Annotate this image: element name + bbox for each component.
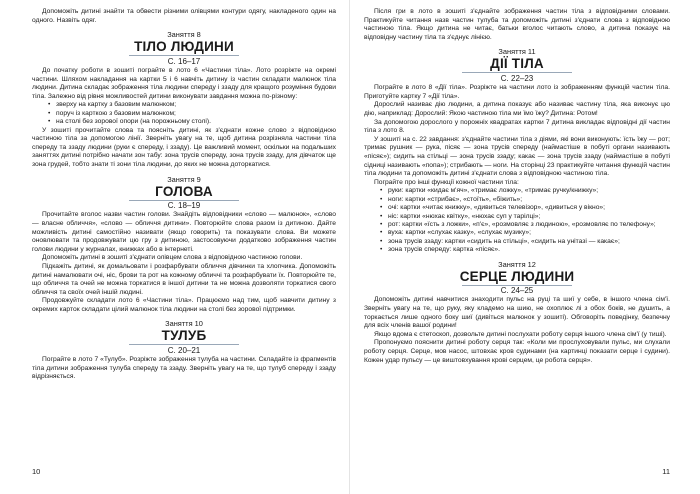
lesson-number: Заняття 9 [167,174,201,184]
lesson-pages: С. 24–25 [500,286,534,296]
lesson-10-heading [32,319,336,356]
lesson-number: Заняття 11 [498,47,536,57]
lesson-8-heading [32,30,336,67]
lesson-number: Заняття 10 [165,319,203,329]
lesson-number: Заняття 8 [167,30,201,40]
intro-paragraph: Після гри в лото в зошиті з'єднайте зображення частин тіла з відповідними словами. Практикуйте читання назв частин тулуба та допоможіть дитині з'єднати слова з відповідною частиною тіла. Якщо дитина не читає, батьки вголос читають слово, а дитина показує на відповідну частину тіла та з'єднує лінією. [364,8,670,41]
title-rule [129,200,239,201]
list-item: • вуха: картки «слухає казку», «слухає музику»; [388,229,670,237]
list-item: • руки: картки «кидає м'яч», «тримає ложку», «тримає ручку/книжку»; [388,187,670,195]
list-item: • поруч із карткою з базовим малюнком; [56,110,336,118]
intro-paragraph: Допоможіть дитині знайти та обвести різними олівцями контури одягу, накладеного один на одного. Назвіть одяг. [32,8,336,24]
lesson-12-paragraph-3: Пропонуємо пояснити дитині роботу серця так: «Коли ми прослуховували пульс, ми слухали роботу серця. Серце, мов насос, штовхає кров судинами (на картинці показати серце і судини). Кожен удар пульсу — це виштовхування крові серцем, це робота серця». [364,339,670,364]
lesson-9-paragraph-1: Прочитайте вголос назви частин голови. Знайдіть відповідники «слово — малюнок», «слово — власне обличчя», «слово — обличчя дитини». Повторюйте слова разом із дитиною. Дайте можливість дитині самостійно називати (якщо говорить) та показувати слова. Ви можете оновлювати та продовжувати цю гру з дитиною, застосовуючи додатково зображення частин голови людини у журналах, книжках або в інтернеті. [32,211,336,253]
page-number: 10 [32,467,41,476]
lesson-title: ГОЛОВА [155,183,213,199]
lesson-9-paragraph-2: Допоможіть дитині в зошиті з'єднати олівцем слова з відповідною частиною голови. [42,254,303,262]
title-rule [129,55,239,56]
lesson-11-paragraph-5: Пограйте про інші функції кожної частини тіла: [374,178,519,186]
list-item: • зверху на картку з базовим малюнком; [56,101,336,109]
title-rule [129,344,239,345]
lesson-9-heading [32,175,336,212]
title-rule [462,285,572,286]
lesson-11-heading [364,47,670,84]
lesson-pages: С. 18–19 [167,201,201,211]
list-item: • на столі без зорової опори (на порожньому столі). [56,118,336,126]
lesson-9-paragraph-4: Продовжуйте складати лото 6 «Частини тіла». Працюємо над тим, щоб навчити дитину з окремих карток складати цілий малюнок тіла людини на столі без зорової підтримки. [32,297,336,313]
list-item: • зона трусів ззаду: картки «сидить на стільці», «сидить на унітазі — какає»; [388,238,670,246]
lesson-11-paragraph-1: Пограйте в лото 8 «Дії тіла». Розріжте на частини лото із зображенням функцій частин тіла. Приготуйте картку 7 «Дії тіла». [364,84,670,100]
page-number: 11 [662,467,670,476]
lesson-title: СЕРЦЕ ЛЮДИНИ [459,268,575,284]
lesson-number: Заняття 12 [498,259,536,269]
list-item: • ніс: картки «нюхає квітку», «нюхає суп у тарілці»; [388,213,670,221]
lesson-9-paragraph-3: Підкажіть дитині, як домальовати і розфарбувати обличчя дівчинки та хлопчика. Допоможіть дитині намалювати очі, ніс, брови та рот на кожному обличчі та розфарбувати їх. Повторюйте те, що обличчя та очей не можна торкатися в іншої дитини та не можна дозволяти торкатися свого обличчя та своїх очей іншій людині. [32,262,336,296]
lesson-title: ТІЛО ЛЮДИНИ [134,39,234,55]
lesson-11-paragraph-2: Дорослий називає дію людини, а дитина показує або називає частину тіла, яка виконує цю дію, наприклад: Дорослий: Якою частиною тіла ми їмо їжу? Дитина: Ротом! [364,101,670,117]
list-item: • зона трусів спереду: картка «пісяє». [388,246,670,254]
lesson-12-paragraph-2: Якщо вдома є стетоскоп, дозвольте дитині послухати роботу серця іншого члена сім'ї (у тиші). [374,330,667,338]
lesson-8-paragraph-1: До початку роботи в зошиті пограйте в лото 6 «Частини тіла». Лото розріжте на окремі частини. Шляхом накладання на картки 5 і 6 навчіть дитину із частин складати малюнок тіла людини. Дитина складає зображення тіла людини спереду і ззаду для кращого розуміння будови тіла. Залежно від рівня можливостей дитини виконувати завдання можна по-різному: [32,66,336,100]
lesson-title: ТУЛУБ [161,328,207,344]
lesson-8-paragraph-2: У зошиті прочитайте слова та поясніть дитині, як з'єднати кожне слово з відповідною частиною тіла за допомогою лінії. Зверніть увагу на те, щоб дитина розрізняла частини тіла спереду та ззаду людини (руки є спереду, і ззаду). Це важливий момент, оскільки на подальших заняттях дитині потрібно начати зон табу: зона трусів спереду, зона трусів ззаду, для дівчаток ще зона грудей, тобто знати ті зони тіла людини, до яких не можна доторкатися. [32,126,336,168]
lesson-11-paragraph-3: За допомогою дорослого у порожніх квадратах картки 7 дитина викладає відповідні дії частин тіла з лото 8. [364,118,670,135]
list-item: • ноги: картки «стрибає», «стоїть», «біжить»; [388,196,670,204]
lesson-8-bullets [32,101,336,126]
list-item: • очі: картки «читає книжку», «дивиться телевізор», «дивиться у вікно»; [388,204,670,212]
lesson-11-paragraph-4: У зошиті на с. 22 завдання: з'єднайте частини тіла з діями, які вони виконують: їсть їжу — рот; тримає рушник — рука, пісяє — зона трусів спереду (наймастіше в побуті органи називають «пісяє»); сидить на стільці — зона трусів ззаду; какає — зона трусів ззаду (наймастіше в побуті сідниці називають «попа»); стрибають — ноги. На сторінці 23 практикуйте читання функцій частин тіла людини та допоможіть дитині з'єднати слова з відповідною частиною тіла. [364,135,670,178]
lesson-pages: С. 20–21 [167,346,201,356]
title-rule [462,72,572,73]
lesson-12-paragraph-1: Допоможіть дитині навчитися знаходити пульс на руці та шиї у себе, в іншого члена сім'ї. Зверніть увагу на те, що руку, яку кладемо на шию, не охоплює лі з обох боків, не душить, а торкається лише одного боку шиї (дивіться малюнок у зошиті). Обговоріть поведінку, безпечну для всіх членів вашої родини! [364,296,670,330]
lesson-pages: С. 22–23 [500,74,534,84]
list-item: • рот: картки «їсть з ложки», «п'є», «розмовляє з людиною», «розмовляє по телефону»; [388,221,670,229]
lesson-10-paragraph-1: Пограйте в лото 7 «Тулуб». Розріжте зображення тулуба на частини. Складайте із фрагментів тіла дитини зображення тулуба спереду та ззаду. Зверніть увагу на те, що тулуб спереду і ззаду відрізняється. [32,356,336,381]
lesson-11-bullets [364,187,670,254]
lesson-pages: С. 16–17 [167,56,201,66]
lesson-12-heading [364,260,670,297]
right-page [350,0,700,494]
lesson-title: ДІЇ ТІЛА [490,56,544,72]
